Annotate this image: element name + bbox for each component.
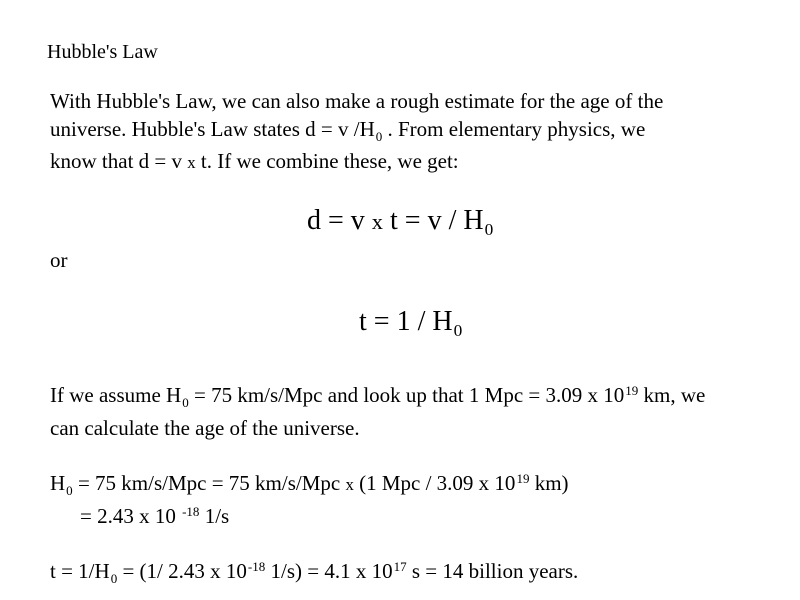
assume-line-1-text-c: km, we bbox=[638, 383, 706, 407]
calc-line-1-text-b: = 75 km/s/Mpc = 75 km/s/Mpc bbox=[72, 471, 346, 495]
assume-line-2 bbox=[50, 418, 360, 439]
calc-line-2-text-a: = 2.43 x 10 bbox=[80, 504, 182, 528]
calc-line-2-text-b: 1/s bbox=[199, 504, 230, 528]
calc-line-1-text-c: (1 Mpc / 3.09 x 10 bbox=[353, 471, 516, 495]
equation-2-text: t = 1 / H bbox=[359, 306, 453, 337]
subscript: 0 bbox=[375, 128, 383, 144]
intro-line-3-text-a: know that d = v bbox=[50, 149, 188, 173]
assume-line-2-text: can calculate the age of the universe. bbox=[50, 416, 360, 440]
superscript: -18 bbox=[182, 503, 200, 519]
equation-1 bbox=[307, 205, 494, 240]
calc-line-3-text-a: t = 1/H bbox=[50, 559, 110, 583]
times-symbol: x bbox=[371, 209, 383, 234]
calc-line-1-text-a: H bbox=[50, 471, 66, 495]
assume-line-1-text-a: If we assume H bbox=[50, 383, 182, 407]
calc-line-1-text-d: km) bbox=[529, 471, 569, 495]
calc-line-3 bbox=[50, 558, 579, 586]
subscript: 0 bbox=[182, 394, 189, 410]
superscript: 17 bbox=[393, 558, 407, 574]
calc-line-3-text-d: s = 14 billion years. bbox=[406, 559, 579, 583]
times-symbol: x bbox=[345, 475, 354, 494]
equation-2 bbox=[359, 306, 463, 341]
superscript: 19 bbox=[625, 382, 639, 398]
superscript: -18 bbox=[247, 558, 266, 574]
assume-line-1 bbox=[50, 382, 706, 410]
intro-line-1 bbox=[50, 91, 663, 112]
equation-1-text-a: d = v bbox=[307, 205, 372, 236]
subscript: 0 bbox=[484, 220, 494, 240]
intro-line-3 bbox=[50, 151, 459, 172]
calc-line-1 bbox=[50, 470, 569, 498]
intro-line-1-text: With Hubble's Law, we can also make a rough estimate for the age of the bbox=[50, 89, 664, 113]
superscript: 19 bbox=[516, 470, 530, 486]
page-title: Hubble's Law bbox=[47, 41, 158, 63]
calc-line-2 bbox=[80, 503, 230, 528]
intro-line-2 bbox=[50, 117, 646, 144]
subscript: 0 bbox=[453, 321, 463, 341]
assume-line-1-text-b: = 75 km/s/Mpc and look up that 1 Mpc = 3.09 x 10 bbox=[188, 383, 625, 407]
equation-1-text-b: t = v / H bbox=[383, 205, 484, 236]
intro-line-3-text-b: t. If we combine these, we get: bbox=[195, 149, 459, 173]
calc-line-3-text-c: 1/s) = 4.1 x 10 bbox=[265, 559, 393, 583]
calc-line-3-text-b: = (1/ 2.43 x 10 bbox=[117, 559, 247, 583]
intro-line-2-text-a: universe. Hubble's Law states d = v /H bbox=[50, 117, 375, 141]
subscript: 0 bbox=[66, 482, 73, 498]
or-text: or bbox=[50, 248, 68, 272]
times-symbol: x bbox=[187, 153, 196, 172]
intro-line-2-text-b: . From elementary physics, we bbox=[382, 117, 646, 141]
subscript: 0 bbox=[110, 570, 118, 586]
